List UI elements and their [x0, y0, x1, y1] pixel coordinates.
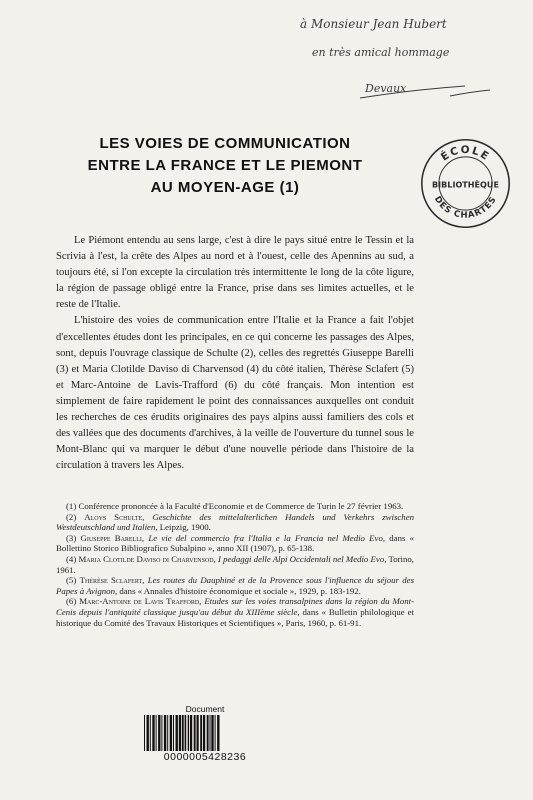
barcode-bar [194, 715, 196, 751]
body-text [56, 233, 414, 474]
footnote-4-title: I pedaggi delle Alpi Occidentali nel Medio Evo, [218, 553, 387, 564]
title-line-3: AU MOYEN-AGE (1) [150, 179, 300, 196]
barcode-bar [173, 715, 174, 751]
dedication-handwriting [300, 6, 525, 101]
document-barcode [140, 704, 270, 766]
barcode-bar [144, 715, 145, 751]
barcode-bar [190, 715, 192, 751]
footnote-2 [56, 512, 414, 533]
footnote-6-title: Etudes sur les voies transalpines dans la région du Mont-Cenis depuis l'antiquité classique jusqu'au début du XIIIème siècle, [56, 596, 414, 617]
dedication-line-1: à Monsieur Jean Hubert [300, 17, 447, 31]
barcode-bar [200, 715, 202, 751]
barcode-bar [170, 715, 172, 751]
stamp-bottom-text: DES CHARTES [431, 194, 500, 221]
barcode-bar [207, 715, 209, 751]
barcode-bar [217, 715, 219, 751]
barcode-bar [185, 715, 187, 751]
footnote-2-title: Geschichte des mittelalterlichen Handels und Verkehrs zwischen Westdeutschland und Italien, [56, 511, 415, 533]
footnote-3 [56, 533, 414, 554]
footnote-4-number: (4) [66, 553, 77, 564]
footnote-3-number: (3) [66, 532, 77, 543]
footnote-4-rest: Torino, 1961. [56, 553, 414, 575]
barcode-bar [147, 715, 149, 751]
barcode-bar [164, 715, 166, 751]
barcode-bar [215, 715, 216, 751]
stamp-center-text: BIBLIOTHÈQUE [432, 180, 499, 190]
footnote-3-title: Le vie del commercio fra l'Italia e la Francia nel Medio Evo, [148, 532, 386, 543]
paragraph-1: Le Piémont entendu au sens large, c'est à dire le pays situé entre le Tessin et la Scrivia à l'est, la crête des Alpes au nord et à l'ouest, celle des Apennins au sud, a toujours été, si l'on excepte la circulation très intermittente le long de la côte ligure, la région de passage obligé entre la France, prise dans ses limites actuelles, et le reste de l'Italie. [56, 235, 414, 311]
footnote-6-number: (6) [66, 596, 77, 607]
footnote-1: (1) Conférence prononcée à la Faculté d'Economie et de Commerce de Turin le 27 février 1963. [66, 501, 404, 511]
footnote-2-author: Aloys Schulte, [84, 511, 145, 522]
footnote-3-author: Giuseppe Barelli, [80, 532, 145, 543]
barcode-number: 0000005428236 [163, 751, 247, 763]
svg-text:DES CHARTES [432, 195, 499, 221]
footnote-5-rest: dans « Annales d'histoire économique et sociale », 1929, p. 183-192. [119, 585, 361, 596]
barcode-bar [156, 715, 157, 751]
barcode-bar [197, 715, 199, 751]
footnote-4 [56, 554, 414, 575]
barcode-bar [210, 715, 211, 751]
footnote-5-title: Les routes du Dauphiné et de la Provence sous l'influence du séjour des Papes à Avignon, [56, 575, 415, 596]
barcode-bar [211, 715, 213, 751]
stamp-top-text: ÉCOLE [438, 144, 493, 164]
title-line-2: ENTRE LA FRANCE ET LE PIEMONT [87, 157, 363, 174]
barcode-bar [152, 715, 154, 751]
handwritten-dedication [300, 6, 525, 101]
footnote-6-author: Marc-Antoine de Lavis Trafford, [79, 596, 202, 607]
barcode-bar [188, 715, 189, 751]
barcode-bar [176, 715, 178, 751]
barcode-bar [167, 715, 168, 751]
footnote-5 [56, 575, 414, 596]
barcode-bar [158, 715, 160, 751]
barcode-bar [179, 715, 181, 751]
footnote-5-number: (5) [66, 575, 77, 586]
barcode-bar [182, 715, 184, 751]
barcode-bar [161, 715, 162, 751]
footnote-2-rest: Leipzig, 1900. [159, 522, 211, 533]
footnote-5-author: Thérèse Sclafert, [79, 575, 145, 586]
footnote-4-author: Maria Clotilde Daviso di Charvensod, [78, 553, 216, 564]
footnote-2-number: (2) [66, 511, 77, 522]
stamp-seal [418, 136, 513, 231]
footnotes [56, 501, 414, 628]
dedication-line-2: en très amical hommage [312, 46, 450, 59]
footnote-3-rest: dans « Bollettino Storico Bibliografico Subalpino », anno XII (1907), p. 65-138. [56, 532, 414, 554]
barcode-bar [150, 715, 151, 751]
library-stamp [418, 136, 513, 231]
svg-text:ÉCOLE [438, 144, 492, 164]
barcode-label: Document [185, 704, 225, 714]
footnote-6-rest: dans « Bulletin philologique et historique du Comité des Travaux Historiques et Scientifiques », Paris, 1960, p. 61-91. [56, 606, 414, 628]
title-line-1: LES VOIES DE COMMUNICATION [99, 135, 351, 152]
barcode-bar [203, 715, 205, 751]
barcode-bars [140, 715, 270, 751]
paragraph-2: L'histoire des voies de communication entre l'Italie et la France a fait l'objet d'excellentes études dont les principales, en ce qui concerne les passages des Alpes, sont, depuis l'ouvrage classique de Schulte (2), celles des regrettés Giuseppe Barelli (3) et Maria Clotilde Daviso di Charvensod (4) du côté italien, Thérèse Sclafert (5) et Marc-Antoine de Lavis-Trafford (6) du côté français. Mon intention est simplement de faire rapidement le point des connaissances auxquelles ont conduit les recherches de ces érudits originaires des pays alpins aussi familiers des cols et des vallées que des documents d'archives, à la veille de l'ouverture du tunnel sous le Mont-Blanc qui va marquer le début d'une nouvelle période dans l'histoire de la circulation à travers les Alpes. [56, 315, 414, 472]
dedication-signature: Devaux [365, 82, 407, 95]
article-title [60, 133, 390, 199]
footnote-6 [56, 596, 414, 628]
